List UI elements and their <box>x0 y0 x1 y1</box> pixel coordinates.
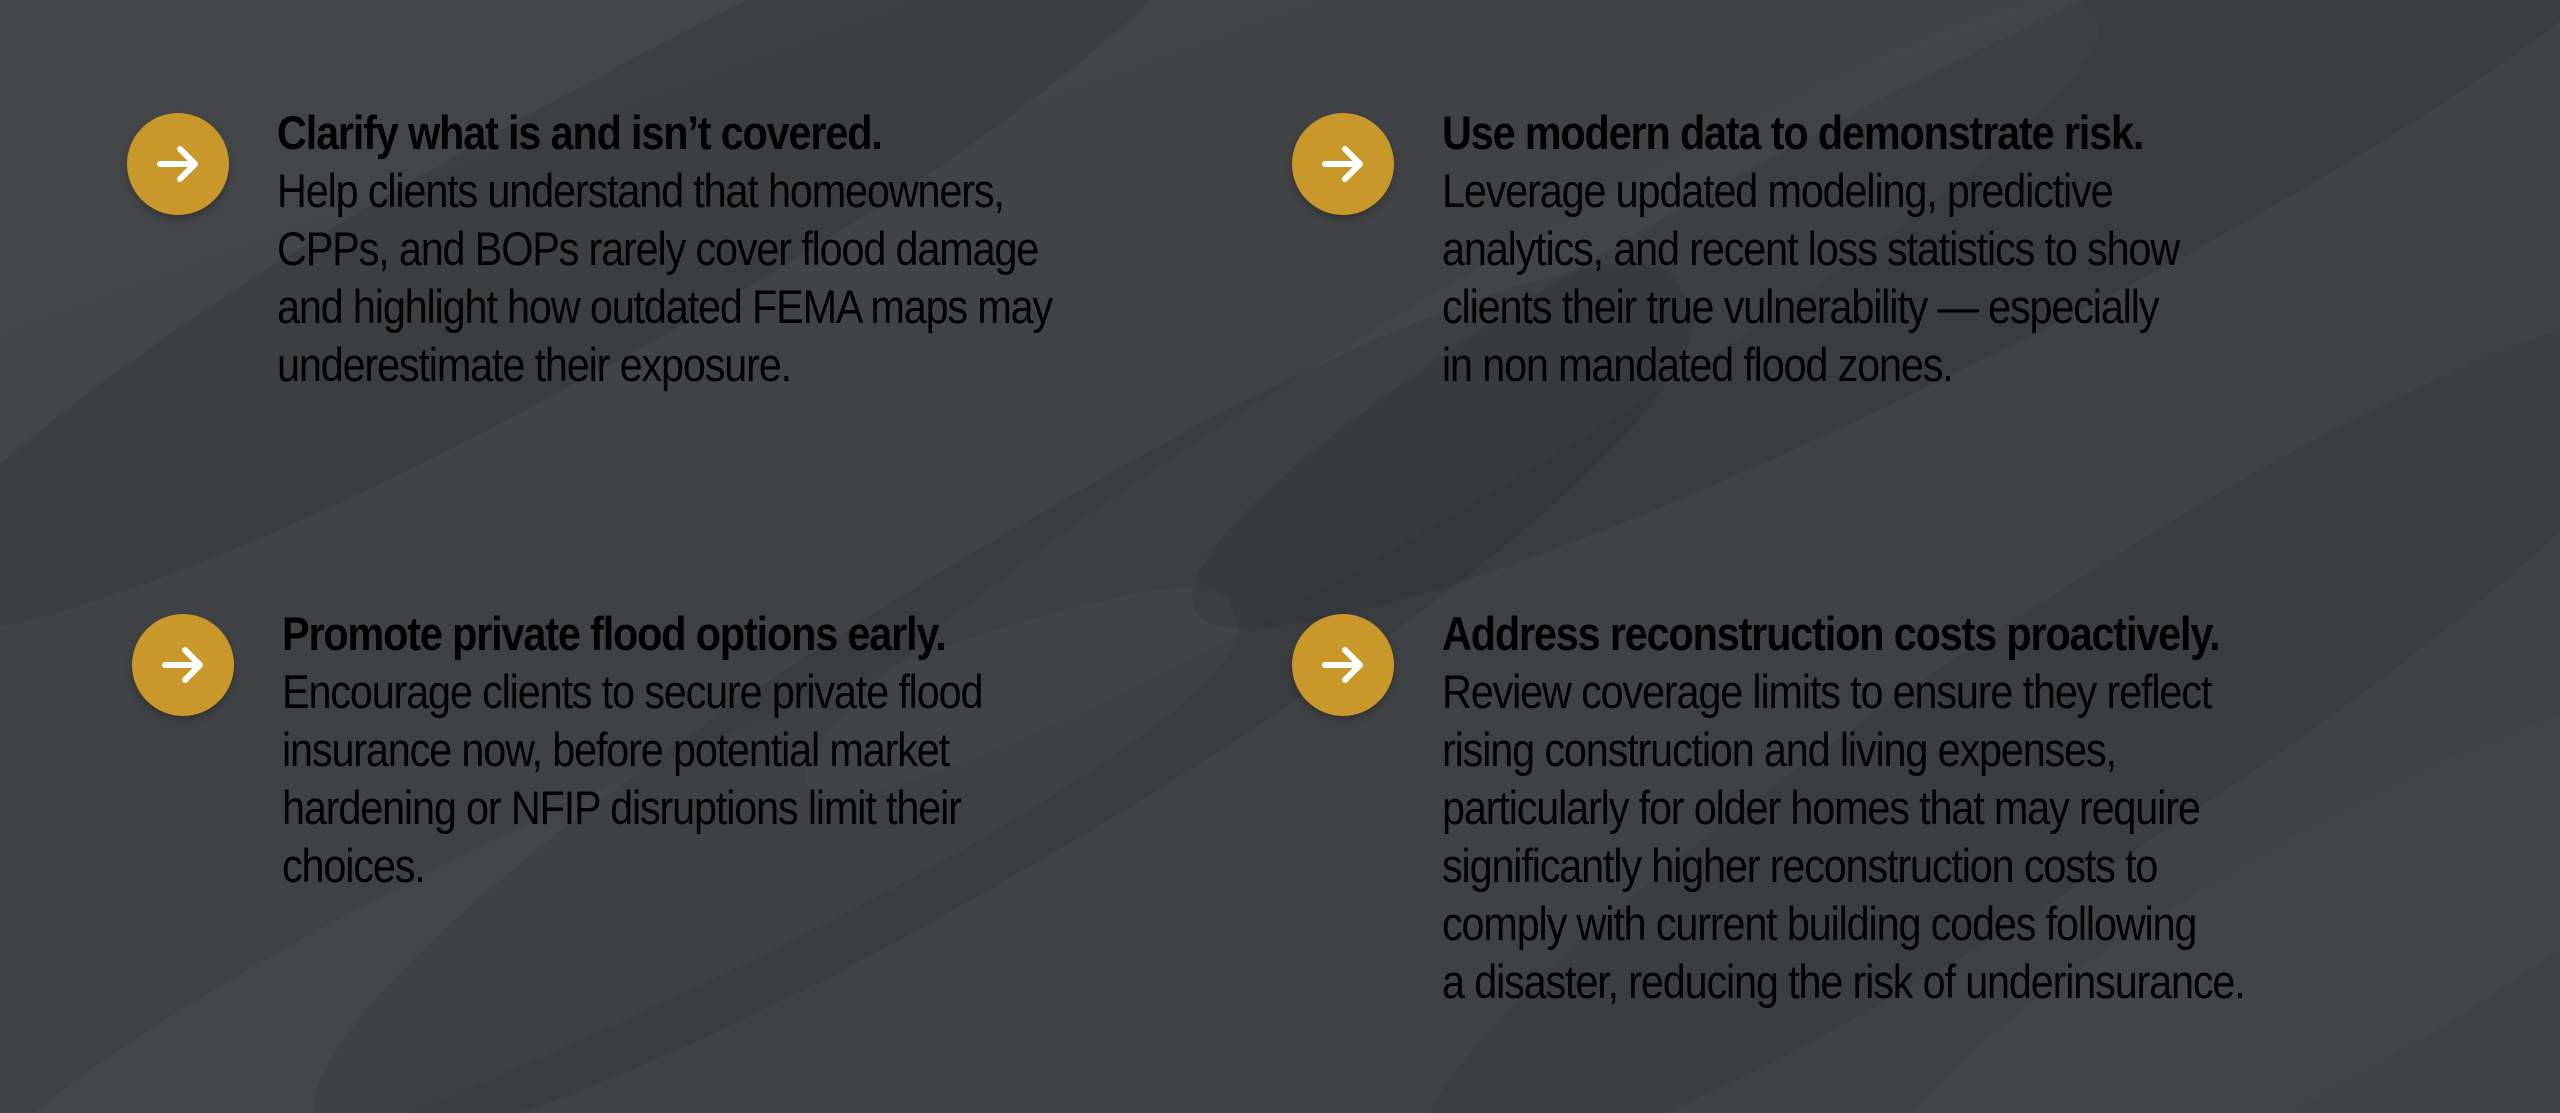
tip-title: Use modern data to demonstrate risk. <box>1442 106 2144 159</box>
tip-title: Clarify what is and isn’t covered. <box>277 106 882 159</box>
arrow-right-icon <box>132 614 234 716</box>
tip-body: Help clients understand that homeowners, CPPs, and BOPs rarely cover flood damage and highlight how outdated FEMA maps may underestimate their exposure. <box>277 164 1053 391</box>
tip-text <box>1442 605 2245 1011</box>
tip-title: Promote private flood options early. <box>282 607 946 660</box>
tip-text <box>282 605 982 895</box>
tip-body: Encourage clients to secure private flood insurance now, before potential market hardening or NFIP disruptions limit their choices. <box>282 665 983 892</box>
tip-body: Review coverage limits to ensure they reflect rising construction and living expenses, particularly for older homes that may require significantly higher reconstruction costs to comply with current building codes following a disaster, reducing the risk of underinsurance. <box>1442 665 2245 1008</box>
tip-text <box>277 104 1052 394</box>
tip-title: Address reconstruction costs proactively. <box>1442 607 2220 660</box>
arrow-right-icon <box>127 113 229 215</box>
tip-text <box>1442 104 2179 394</box>
tip-body: Leverage updated modeling, predictive analytics, and recent loss statistics to show clients their true vulnerability — especially in non mandated flood zones. <box>1442 164 2180 391</box>
arrow-right-icon <box>1292 614 1394 716</box>
arrow-right-icon <box>1292 113 1394 215</box>
